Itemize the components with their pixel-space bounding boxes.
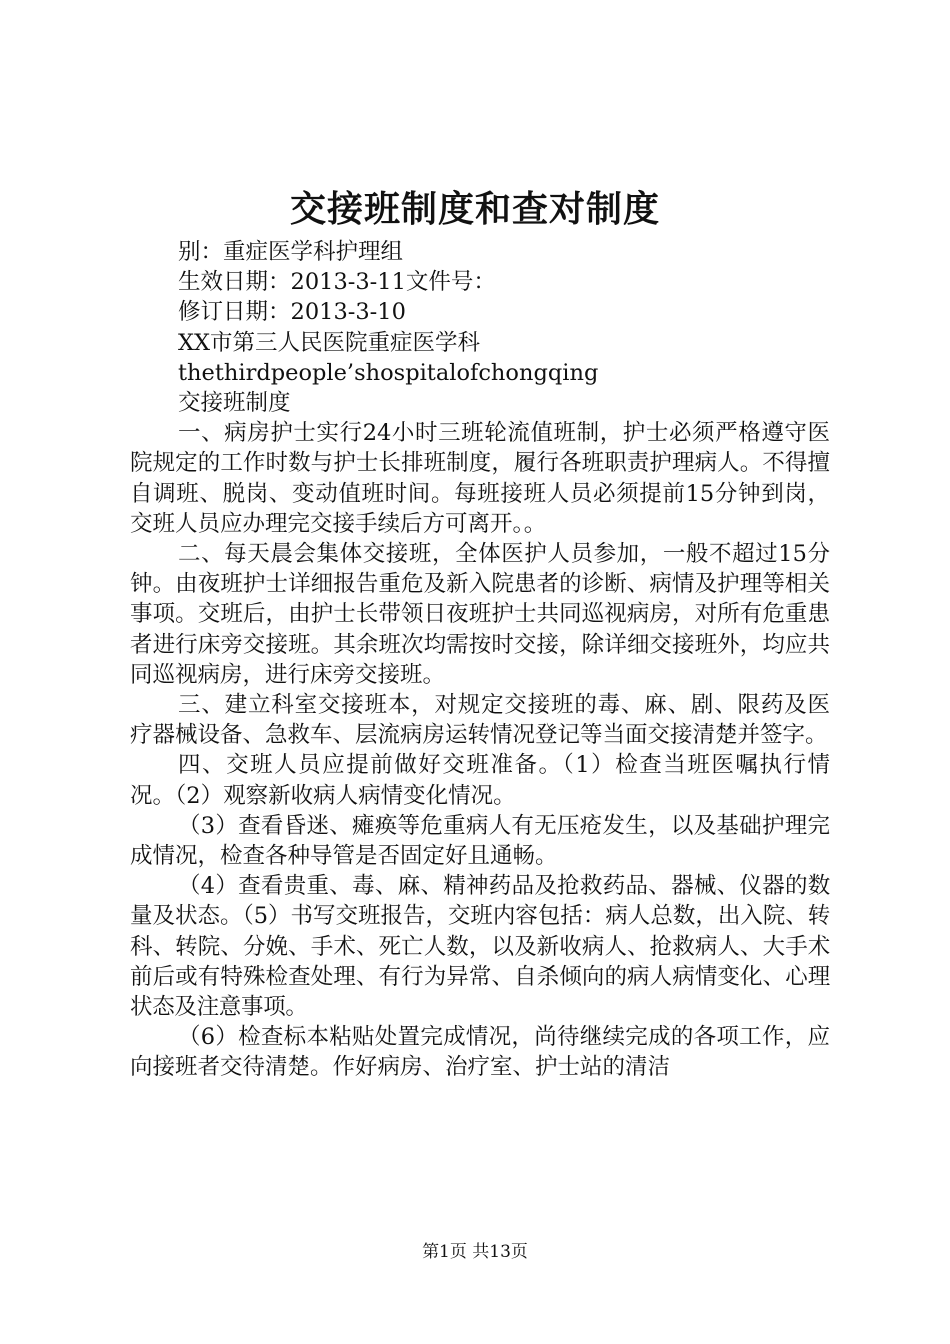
page-footer: 第1页 共13页 — [422, 1242, 528, 1262]
document-body — [130, 237, 830, 1083]
paragraph-5: （3）查看昏迷、瘫痪等危重病人有无压疮发生，以及基础护理完成情况，检查各种导管是否固定好且通畅。 — [130, 812, 830, 870]
section-heading: 交接班制度 — [178, 390, 291, 417]
effective-date-line: 生效日期：2013-3-11文件号： — [178, 269, 496, 296]
paragraph-4: 四、交班人员应提前做好交班准备。（1）检查当班医嘱执行情况。（2）观察新收病人病情变化情况。 — [130, 752, 830, 809]
revision-date-line: 修订日期：2013-3-10 — [178, 299, 406, 326]
paragraph-2: 二、每天晨会集体交接班，全体医护人员参加，一般不超过15分钟。由夜班护士详细报告重危及新入院患者的诊断、病情及护理等相关事项。交班后，由护士长带领日夜班护士共同巡视病房，对所有危重患者进行床旁交接班。其余班次均需按时交接，除详细交接班外，均应共同巡视病房，进行床旁交接班。 — [130, 541, 830, 688]
department-line: 别：重症医学科护理组 — [178, 239, 404, 265]
hospital-name-line: XX市第三人民医院重症医学科 — [178, 329, 481, 356]
paragraph-1: 一、病房护士实行24小时三班轮流值班制，护士必须严格遵守医院规定的工作时数与护士长排班制度，履行各班职责护理病人。不得擅自调班、脱岗、变动值班时间。每班接班人员必须提前15分钟到岗，交班人员应办理完交接手续后方可离开。。 — [130, 420, 830, 537]
hospital-english-name-line: thethirdpeople’shospitalofchongqing — [178, 359, 599, 386]
paragraph-3: 三、建立科室交接班本，对规定交接班的毒、麻、剧、限药及医疗器械设备、急救车、层流病房运转情况登记等当面交接清楚并签字。 — [130, 692, 830, 749]
document-title: 交接班制度和查对制度 — [289, 188, 660, 230]
paragraph-6: （4）查看贵重、毒、麻、精神药品及抢救药品、器械、仪器的数量及状态。（5）书写交班报告，交班内容包括：病人总数，出入院、转科、转院、分娩、手术、死亡人数，以及新收病人、抢救病人、大手术前后或有特殊检查处理、有行为异常、自杀倾向的病人病情变化、心理状态及注意事项。 — [130, 873, 830, 1021]
paragraph-7: （6）检查标本粘贴处置完成情况，尚待继续完成的各项工作，应向接班者交待清楚。作好病房、治疗室、护士站的清洁 — [130, 1024, 830, 1081]
